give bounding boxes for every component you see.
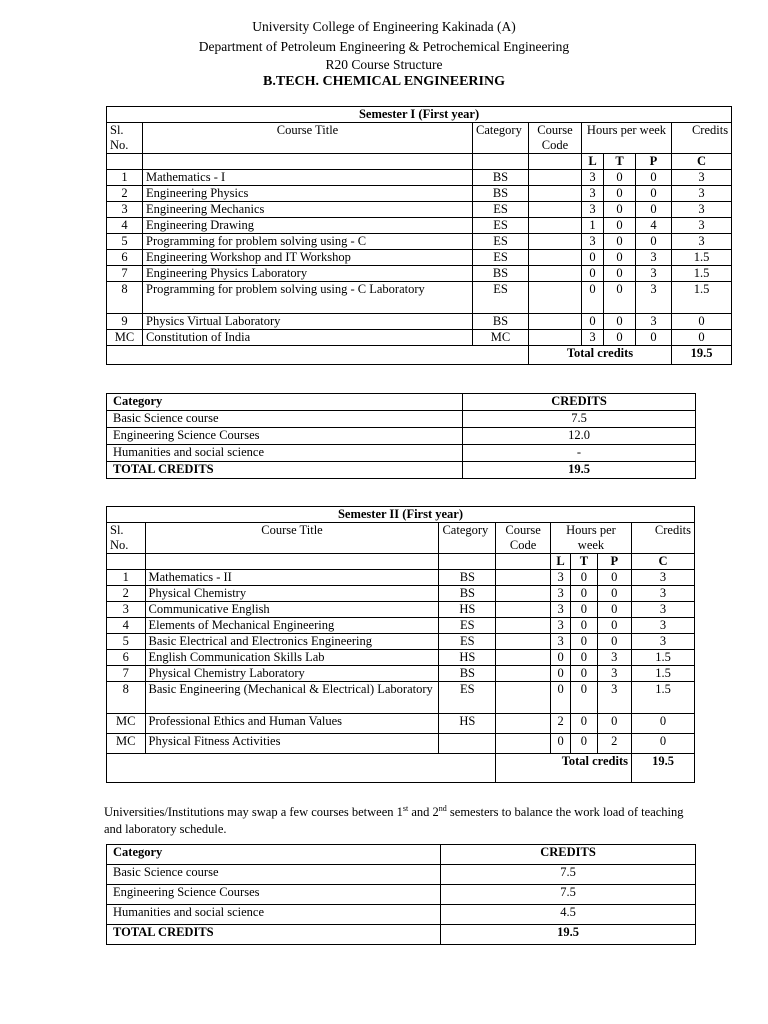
course-row xyxy=(107,330,732,346)
subheader-blank xyxy=(143,154,473,170)
course-row xyxy=(107,250,732,266)
hours-P: 0 xyxy=(636,202,672,218)
hours-T: 0 xyxy=(571,634,597,650)
course-code xyxy=(496,734,551,754)
semester-title-row xyxy=(107,107,732,123)
total-credits-label: Total credits xyxy=(529,346,672,365)
hours-T: 0 xyxy=(604,314,636,330)
hours-T: 0 xyxy=(604,266,636,282)
header-course-code: Course Code xyxy=(496,523,551,554)
header-L: L xyxy=(550,554,570,570)
course-title: Communicative English xyxy=(145,602,439,618)
course-title: Basic Engineering (Mechanical & Electrical) Laboratory xyxy=(145,682,439,714)
course-title: Engineering Mechanics xyxy=(143,202,473,218)
course-sl: 7 xyxy=(107,666,146,682)
hours-P: 3 xyxy=(597,682,631,714)
hours-P: 3 xyxy=(636,250,672,266)
hours-T: 0 xyxy=(571,618,597,634)
course-code xyxy=(529,282,582,314)
hours-L: 0 xyxy=(582,266,604,282)
summary-header-credits: CREDITS xyxy=(463,394,696,411)
hours-T: 0 xyxy=(604,234,636,250)
summary-category: Engineering Science Courses xyxy=(107,885,441,905)
credits-C: 3 xyxy=(632,586,695,602)
subheader-blank xyxy=(496,554,551,570)
department-name: Department of Petroleum Engineering & Petrochemical Engineering xyxy=(198,39,570,54)
summary-header-row xyxy=(107,394,696,411)
course-category: ES xyxy=(473,202,529,218)
course-title: Mathematics - II xyxy=(145,570,439,586)
hours-P: 0 xyxy=(597,714,631,734)
total-row xyxy=(107,754,695,783)
semester-1-table xyxy=(106,106,732,365)
summary-category: Basic Science course xyxy=(107,411,463,428)
credits-C: 3 xyxy=(632,570,695,586)
hours-P: 4 xyxy=(636,218,672,234)
course-row xyxy=(107,618,695,634)
course-code xyxy=(496,570,551,586)
hours-L: 3 xyxy=(582,186,604,202)
subheader-blank xyxy=(439,554,496,570)
credits-C: 3 xyxy=(672,186,732,202)
summary-credits: 12.0 xyxy=(463,428,696,445)
course-row xyxy=(107,282,732,314)
course-sl: 1 xyxy=(107,170,143,186)
course-sl: MC xyxy=(107,714,146,734)
course-row xyxy=(107,186,732,202)
subheader-row xyxy=(107,154,732,170)
hours-P: 0 xyxy=(636,186,672,202)
course-row xyxy=(107,650,695,666)
course-code xyxy=(496,714,551,734)
semester-2-table xyxy=(106,506,695,783)
hours-L: 3 xyxy=(550,634,570,650)
summary-total-row xyxy=(107,462,696,479)
course-category: BS xyxy=(439,570,496,586)
summary-header-category: Category xyxy=(107,394,463,411)
summary-header-category: Category xyxy=(107,845,441,865)
course-sl: 1 xyxy=(107,570,146,586)
hours-P: 3 xyxy=(636,314,672,330)
hours-P: 3 xyxy=(597,666,631,682)
semester-2-summary-table xyxy=(106,844,696,945)
header-row xyxy=(107,123,732,154)
course-category: ES xyxy=(473,218,529,234)
course-sl: 6 xyxy=(107,650,146,666)
credits-C: 1.5 xyxy=(672,250,732,266)
course-row xyxy=(107,266,732,282)
hours-L: 0 xyxy=(550,666,570,682)
credits-C: 0 xyxy=(672,314,732,330)
course-row xyxy=(107,602,695,618)
summary-row xyxy=(107,885,696,905)
course-title: Physics Virtual Laboratory xyxy=(143,314,473,330)
college-name: University College of Engineering Kakinada (A) xyxy=(252,19,516,34)
total-blank xyxy=(107,754,496,783)
course-category: ES xyxy=(439,618,496,634)
header-P: P xyxy=(636,154,672,170)
hours-P: 0 xyxy=(597,634,631,650)
course-title: English Communication Skills Lab xyxy=(145,650,439,666)
course-category: MC xyxy=(473,330,529,346)
note-part3: semesters to balance the work load of teaching and laboratory schedule. xyxy=(104,805,684,837)
hours-L: 0 xyxy=(550,682,570,714)
hours-L: 3 xyxy=(582,234,604,250)
summary-category: Humanities and social science xyxy=(107,445,463,462)
course-title: Engineering Physics xyxy=(143,186,473,202)
course-code xyxy=(529,250,582,266)
swap-note xyxy=(104,800,704,838)
course-row xyxy=(107,682,695,714)
summary-category: Basic Science course xyxy=(107,865,441,885)
course-title: Programming for problem solving using - C xyxy=(143,234,473,250)
course-title: Engineering Drawing xyxy=(143,218,473,234)
course-category: BS xyxy=(473,170,529,186)
hours-T: 0 xyxy=(571,586,597,602)
credits-C: 3 xyxy=(632,618,695,634)
course-row xyxy=(107,234,732,250)
course-sl: 2 xyxy=(107,186,143,202)
hours-T: 0 xyxy=(604,330,636,346)
course-sl: 3 xyxy=(107,202,143,218)
course-code xyxy=(496,618,551,634)
hours-L: 0 xyxy=(582,250,604,266)
course-sl: MC xyxy=(107,330,143,346)
course-code xyxy=(496,682,551,714)
course-sl: 7 xyxy=(107,266,143,282)
course-row xyxy=(107,586,695,602)
course-code xyxy=(529,218,582,234)
summary-credits: 7.5 xyxy=(463,411,696,428)
header-C: C xyxy=(672,154,732,170)
credits-C: 3 xyxy=(672,170,732,186)
hours-L: 2 xyxy=(550,714,570,734)
header-sl: Sl. No. xyxy=(107,123,143,154)
hours-P: 0 xyxy=(597,586,631,602)
course-category: ES xyxy=(439,682,496,714)
course-row xyxy=(107,314,732,330)
summary-total-value: 19.5 xyxy=(463,462,696,479)
course-category xyxy=(439,734,496,754)
credits-C: 0 xyxy=(632,714,695,734)
course-row xyxy=(107,218,732,234)
course-sl: 8 xyxy=(107,682,146,714)
course-row xyxy=(107,570,695,586)
subheader-blank xyxy=(529,154,582,170)
course-row xyxy=(107,170,732,186)
course-sl: 5 xyxy=(107,634,146,650)
credits-C: 1.5 xyxy=(672,282,732,314)
course-sl: 5 xyxy=(107,234,143,250)
course-category: BS xyxy=(439,586,496,602)
hours-T: 0 xyxy=(604,250,636,266)
course-category: BS xyxy=(473,314,529,330)
course-code xyxy=(496,586,551,602)
hours-L: 3 xyxy=(550,570,570,586)
course-code xyxy=(529,330,582,346)
credits-C: 1.5 xyxy=(632,682,695,714)
hours-P: 0 xyxy=(597,618,631,634)
course-title: Engineering Workshop and IT Workshop xyxy=(143,250,473,266)
course-category: BS xyxy=(473,266,529,282)
summary-row xyxy=(107,905,696,925)
course-code xyxy=(496,650,551,666)
subheader-blank xyxy=(473,154,529,170)
hours-T: 0 xyxy=(571,682,597,714)
note-sup1: st xyxy=(402,804,409,813)
hours-P: 0 xyxy=(636,234,672,250)
header-course-title: Course Title xyxy=(143,123,473,154)
course-title: Elements of Mechanical Engineering xyxy=(145,618,439,634)
hours-L: 0 xyxy=(550,734,570,754)
hours-P: 0 xyxy=(597,570,631,586)
hours-P: 3 xyxy=(636,266,672,282)
header-category: Category xyxy=(439,523,496,554)
semester-title: Semester II (First year) xyxy=(107,507,695,523)
hours-L: 3 xyxy=(550,586,570,602)
hours-L: 3 xyxy=(550,602,570,618)
summary-total-label: TOTAL CREDITS xyxy=(107,462,463,479)
header-P: P xyxy=(597,554,631,570)
course-category: ES xyxy=(473,234,529,250)
header-C: C xyxy=(632,554,695,570)
course-row xyxy=(107,634,695,650)
course-category: BS xyxy=(473,186,529,202)
course-sl: MC xyxy=(107,734,146,754)
hours-L: 0 xyxy=(582,282,604,314)
summary-total-value: 19.5 xyxy=(441,925,696,945)
total-row xyxy=(107,346,732,365)
credits-C: 1.5 xyxy=(632,650,695,666)
course-structure-label: R20 Course Structure xyxy=(325,57,443,72)
course-code xyxy=(496,602,551,618)
hours-T: 0 xyxy=(604,186,636,202)
course-code xyxy=(529,202,582,218)
subheader-blank xyxy=(107,154,143,170)
hours-P: 0 xyxy=(636,330,672,346)
hours-T: 0 xyxy=(604,282,636,314)
credits-C: 3 xyxy=(672,202,732,218)
hours-P: 3 xyxy=(597,650,631,666)
course-title: Physical Chemistry xyxy=(145,586,439,602)
header-course-code: Course Code xyxy=(529,123,582,154)
hours-T: 0 xyxy=(571,714,597,734)
hours-L: 3 xyxy=(550,618,570,634)
hours-T: 0 xyxy=(571,570,597,586)
summary-header-credits: CREDITS xyxy=(441,845,696,865)
header-hours: Hours per week xyxy=(582,123,672,154)
course-title: Programming for problem solving using - C Laboratory xyxy=(143,282,473,314)
hours-T: 0 xyxy=(571,734,597,754)
hours-L: 1 xyxy=(582,218,604,234)
credits-C: 3 xyxy=(632,634,695,650)
course-code xyxy=(529,314,582,330)
subheader-blank xyxy=(107,554,146,570)
header-course-title: Course Title xyxy=(145,523,439,554)
course-code xyxy=(529,234,582,250)
hours-T: 0 xyxy=(571,650,597,666)
hours-P: 2 xyxy=(597,734,631,754)
course-title: Physical Chemistry Laboratory xyxy=(145,666,439,682)
semester-title: Semester I (First year) xyxy=(107,107,732,123)
hours-L: 0 xyxy=(582,314,604,330)
course-row xyxy=(107,202,732,218)
subheader-blank xyxy=(145,554,439,570)
course-category: HS xyxy=(439,602,496,618)
hours-L: 3 xyxy=(582,202,604,218)
header-L: L xyxy=(582,154,604,170)
program-title: B.TECH. CHEMICAL ENGINEERING xyxy=(263,74,505,89)
hours-T: 0 xyxy=(604,170,636,186)
credits-C: 1.5 xyxy=(672,266,732,282)
hours-T: 0 xyxy=(604,218,636,234)
hours-P: 0 xyxy=(597,602,631,618)
hours-L: 3 xyxy=(582,330,604,346)
summary-row xyxy=(107,428,696,445)
hours-T: 0 xyxy=(571,666,597,682)
note-sup2: nd xyxy=(438,804,447,813)
course-category: ES xyxy=(473,282,529,314)
subheader-row xyxy=(107,554,695,570)
header-sl: Sl. No. xyxy=(107,523,146,554)
hours-L: 3 xyxy=(582,170,604,186)
note-part2: and 2 xyxy=(408,805,439,820)
course-category: ES xyxy=(439,634,496,650)
header-credits: Credits xyxy=(672,123,732,154)
course-title: Constitution of India xyxy=(143,330,473,346)
credits-C: 3 xyxy=(672,218,732,234)
course-code xyxy=(529,170,582,186)
summary-row xyxy=(107,865,696,885)
course-category: HS xyxy=(439,714,496,734)
course-title: Professional Ethics and Human Values xyxy=(145,714,439,734)
credits-C: 0 xyxy=(672,330,732,346)
course-row xyxy=(107,666,695,682)
course-sl: 6 xyxy=(107,250,143,266)
hours-P: 3 xyxy=(636,282,672,314)
summary-total-label: TOTAL CREDITS xyxy=(107,925,441,945)
summary-credits: 7.5 xyxy=(441,885,696,905)
summary-total-row xyxy=(107,925,696,945)
hours-T: 0 xyxy=(604,202,636,218)
credits-C: 3 xyxy=(632,602,695,618)
total-credits-label: Total credits xyxy=(496,754,632,783)
header-category: Category xyxy=(473,123,529,154)
summary-category: Engineering Science Courses xyxy=(107,428,463,445)
course-title: Engineering Physics Laboratory xyxy=(143,266,473,282)
summary-credits: 4.5 xyxy=(441,905,696,925)
course-code xyxy=(496,666,551,682)
hours-P: 0 xyxy=(636,170,672,186)
credits-C: 0 xyxy=(632,734,695,754)
header-hours: Hours per week xyxy=(550,523,631,554)
header-row xyxy=(107,523,695,554)
course-code xyxy=(529,266,582,282)
total-credits-value: 19.5 xyxy=(672,346,732,365)
header-T: T xyxy=(604,154,636,170)
total-credits-value: 19.5 xyxy=(632,754,695,783)
course-sl: 8 xyxy=(107,282,143,314)
course-row xyxy=(107,734,695,754)
course-sl: 4 xyxy=(107,218,143,234)
summary-credits: - xyxy=(463,445,696,462)
summary-credits: 7.5 xyxy=(441,865,696,885)
header-credits: Credits xyxy=(632,523,695,554)
course-category: BS xyxy=(439,666,496,682)
course-title: Mathematics - I xyxy=(143,170,473,186)
course-code xyxy=(529,186,582,202)
credits-C: 1.5 xyxy=(632,666,695,682)
summary-header-row xyxy=(107,845,696,865)
course-sl: 4 xyxy=(107,618,146,634)
course-sl: 2 xyxy=(107,586,146,602)
credits-C: 3 xyxy=(672,234,732,250)
course-title: Physical Fitness Activities xyxy=(145,734,439,754)
course-sl: 9 xyxy=(107,314,143,330)
course-row xyxy=(107,714,695,734)
course-code xyxy=(496,634,551,650)
course-category: ES xyxy=(473,250,529,266)
hours-L: 0 xyxy=(550,650,570,666)
course-category: HS xyxy=(439,650,496,666)
hours-T: 0 xyxy=(571,602,597,618)
summary-row xyxy=(107,445,696,462)
semester-1-summary-table xyxy=(106,393,696,479)
semester-title-row xyxy=(107,507,695,523)
course-sl: 3 xyxy=(107,602,146,618)
note-part1: Universities/Institutions may swap a few courses between 1 xyxy=(104,805,403,820)
course-title: Basic Electrical and Electronics Engineering xyxy=(145,634,439,650)
header-T: T xyxy=(571,554,597,570)
summary-category: Humanities and social science xyxy=(107,905,441,925)
summary-row xyxy=(107,411,696,428)
total-blank xyxy=(107,346,529,365)
